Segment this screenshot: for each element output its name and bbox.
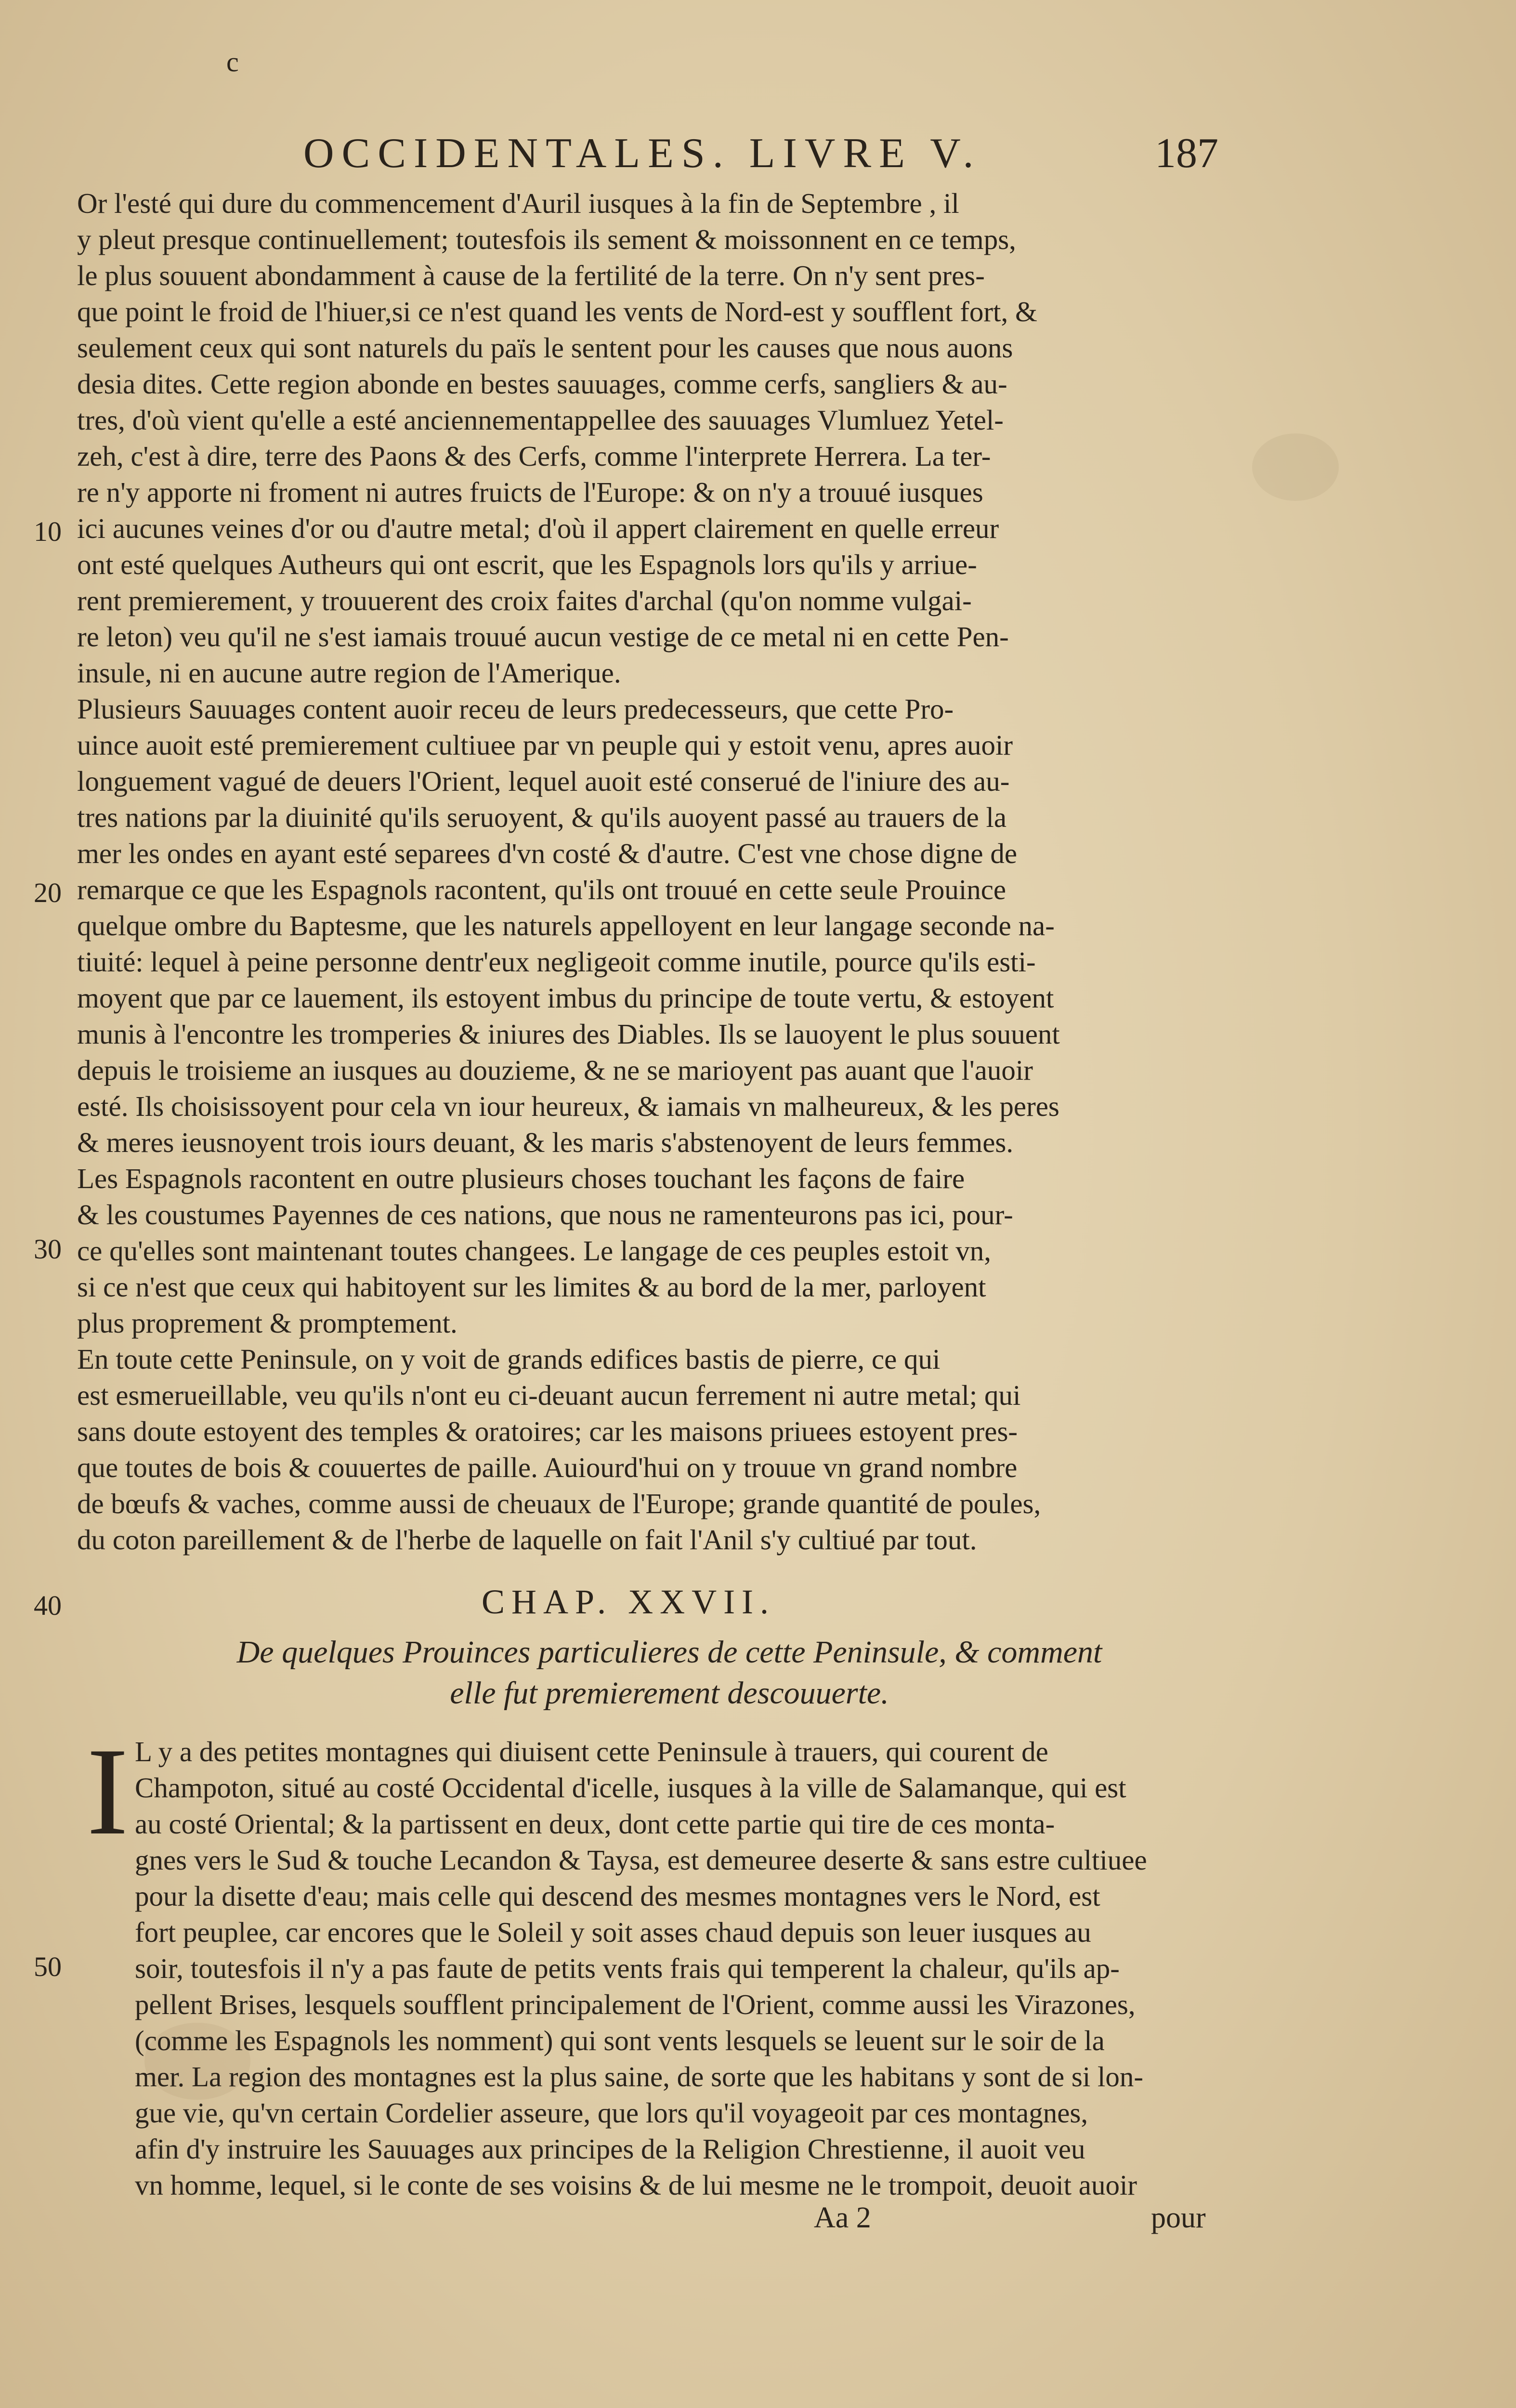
text-line: est esmerueillable, veu qu'ils n'ont eu ci-deuant aucun ferrement ni autre metal; qui: [77, 1379, 1021, 1411]
text-line: mer. La region des montagnes est la plus saine, de sorte que les habitans y sont de si lon-: [135, 2061, 1144, 2093]
running-head: [303, 129, 1218, 182]
paragraph: [77, 1341, 1214, 1558]
text-line: zeh, c'est à dire, terre des Paons & des Cerfs, comme l'interprete Herrera. La ter-: [77, 440, 991, 472]
text-line: au costé Oriental; & la partissent en deux, dont cette partie qui tire de ces monta-: [135, 1808, 1055, 1840]
chapter-heading: CHAP. XXVII.: [482, 1583, 776, 1621]
text-line: que point le froid de l'hiuer,si ce n'est quand les vents de Nord-est y soufflent fort, &: [77, 296, 1037, 327]
text-line: plus proprement & promptement.: [77, 1307, 457, 1339]
text-line: L y a des petites montagnes qui diuisent cette Peninsule à trauers, qui courent de: [135, 1736, 1048, 1767]
text-line: insule, ni en aucune autre region de l'Amerique.: [77, 657, 621, 689]
text-line: Plusieurs Sauuages content auoir receu de leurs predecesseurs, que cette Pro-: [77, 693, 954, 725]
text-line: En toute cette Peninsule, on y voit de grands edifices bastis de pierre, ce qui: [77, 1343, 941, 1375]
text-line: esté. Ils choisissoyent pour cela vn iour heureux, & iamais vn malheureux, & les peres: [77, 1090, 1059, 1122]
line-number: 40: [34, 1590, 62, 1621]
text-line: quelque ombre du Baptesme, que les naturels appelloyent en leur langage seconde na-: [77, 910, 1055, 942]
line-number: 30: [34, 1233, 62, 1265]
running-title: OCCIDENTALES. LIVRE V.: [303, 130, 981, 177]
text-line: (comme les Espagnols les nomment) qui sont vents lesquels se leuent sur le soir de la: [135, 2025, 1105, 2056]
text-line: pour la disette d'eau; mais celle qui descend des mesmes montagnes vers le Nord, est: [135, 1880, 1100, 1912]
text-line: de bœufs & vaches, comme aussi de cheuaux de l'Europe; grande quantité de poules,: [77, 1488, 1041, 1519]
text-line: gue vie, qu'vn certain Cordelier asseure, que lors qu'il voyageoit par ces montagnes,: [135, 2097, 1088, 2129]
drop-cap: I: [87, 1722, 129, 1861]
text-line: soir, toutesfois il n'y a pas faute de petits vents frais qui temperent la chaleur, qu'ils ap-: [135, 1952, 1120, 1984]
text-line: du coton pareillement & de l'herbe de laquelle on fait l'Anil s'y cultiué par tout.: [77, 1524, 977, 1556]
text-line: rent premierement, y trouuerent des croix faites d'archal (qu'on nomme vulgai-: [77, 585, 972, 616]
chapter-subtitle-line: elle fut premierement descouuerte.: [450, 1675, 889, 1711]
text-line: que toutes de bois & couuertes de paille. Auiourd'hui on y trouue vn grand nombre: [77, 1452, 1018, 1483]
line-number: 50: [34, 1951, 62, 1982]
line-number: 10: [34, 516, 62, 547]
text-line: tres, d'où vient qu'elle a esté anciennementappellee des sauuages Vlumluez Yetel-: [77, 404, 1004, 436]
text-line: sans doute estoyent des temples & oratoires; car les maisons priuees estoyent pres-: [77, 1415, 1018, 1447]
line-number: 20: [34, 877, 62, 908]
paragraph: [77, 185, 1214, 691]
text-line: afin d'y instruire les Sauuages aux principes de la Religion Chrestienne, il auoit veu: [135, 2133, 1085, 2165]
stray-ink-mark: c: [226, 46, 239, 78]
text-line: munis à l'encontre les tromperies & iniures des Diables. Ils se lauoyent le plus souuent: [77, 1018, 1060, 1050]
text-line: re n'y apporte ni froment ni autres fruicts de l'Europe: & on n'y a trouué iusques: [77, 476, 983, 508]
text-line: & meres ieusnoyent trois iours deuant, & les maris s'abstenoyent de leurs femmes.: [77, 1126, 1014, 1158]
text-line: ici aucunes veines d'or ou d'autre metal; d'où il appert clairement en quelle erreur: [77, 512, 999, 544]
text-line: vn homme, lequel, si le conte de ses voisins & de lui mesme ne le trompoit, deuoit auoir: [135, 2169, 1137, 2201]
text-line: fort peuplee, car encores que le Soleil y soit asses chaud depuis son leuer iusques au: [135, 1916, 1091, 1948]
text-line: tres nations par la diuinité qu'ils seruoyent, & qu'ils auoyent passé au trauers de la: [77, 801, 1007, 833]
text-line: mer les ondes en ayant esté separees d'vn costé & d'autre. C'est vne chose digne de: [77, 838, 1018, 869]
text-line: gnes vers le Sud & touche Lecandon & Taysa, est demeuree deserte & sans estre cultiuee: [135, 1844, 1147, 1876]
chapter-paragraph: [135, 1734, 1218, 2203]
paragraph: [77, 691, 1214, 1161]
text-line: re leton) veu qu'il ne s'est iamais trouué aucun vestige de ce metal ni en cette Pen-: [77, 621, 1009, 653]
text-line: Champoton, situé au costé Occidental d'icelle, iusques à la ville de Salamanque, qui est: [135, 1772, 1126, 1804]
page-number: 187: [1155, 130, 1218, 177]
text-line: pellent Brises, lesquels soufflent principalement de l'Orient, comme aussi les Virazones,: [135, 1989, 1136, 2020]
text-line: depuis le troisieme an iusques au douzieme, & ne se marioyent pas auant que l'auoir: [77, 1054, 1033, 1086]
text-line: ce qu'elles sont maintenant toutes changees. Le langage de ces peuples estoit vn,: [77, 1235, 991, 1267]
text-line: longuement vagué de deuers l'Orient, lequel auoit esté conserué de l'iniure des au-: [77, 765, 1010, 797]
text-line: tiuité: lequel à peine personne dentr'eux negligeoit comme inutile, pource qu'ils esti-: [77, 946, 1036, 978]
text-line: remarque ce que les Espagnols racontent, qu'ils ont trouué en cette seule Prouince: [77, 874, 1006, 905]
text-line: desia dites. Cette region abonde en bestes sauuages, comme cerfs, sangliers & au-: [77, 368, 1007, 400]
signature-mark: Aa 2: [814, 2201, 871, 2234]
chapter-subtitle: [164, 1632, 1175, 1714]
text-line: uince auoit esté premierement cultiuee par vn peuple qui y estoit venu, apres auoir: [77, 729, 1013, 761]
catchword: pour: [1151, 2201, 1206, 2234]
paragraph: [77, 1161, 1214, 1341]
text-line: si ce n'est que ceux qui habitoyent sur les limites & au bord de la mer, parloyent: [77, 1271, 986, 1303]
text-line: seulement ceux qui sont naturels du païs le sentent pour les causes que nous auons: [77, 332, 1013, 364]
text-line: Les Espagnols racontent en outre plusieurs choses touchant les façons de faire: [77, 1163, 965, 1194]
text-line: le plus souuent abondamment à cause de la fertilité de la terre. On n'y sent pres-: [77, 260, 985, 291]
chapter-subtitle-line: De quelques Prouinces particulieres de cette Peninsule, & comment: [236, 1635, 1102, 1670]
text-line: ont esté quelques Autheurs qui ont escrit, que les Espagnols lors qu'ils y arriue-: [77, 549, 977, 580]
text-line: moyent que par ce lauement, ils estoyent imbus du principe de toute vertu, & estoyent: [77, 982, 1054, 1014]
page-footer: [0, 2201, 1516, 2249]
text-line: y pleut presque continuellement; toutesfois ils sement & moissonnent en ce temps,: [77, 223, 1016, 255]
text-line: Or l'esté qui dure du commencement d'Auril iusques à la fin de Septembre , il: [77, 187, 959, 219]
text-line: & les coustumes Payennes de ces nations, que nous ne ramenteurons pas ici, pour-: [77, 1199, 1013, 1230]
